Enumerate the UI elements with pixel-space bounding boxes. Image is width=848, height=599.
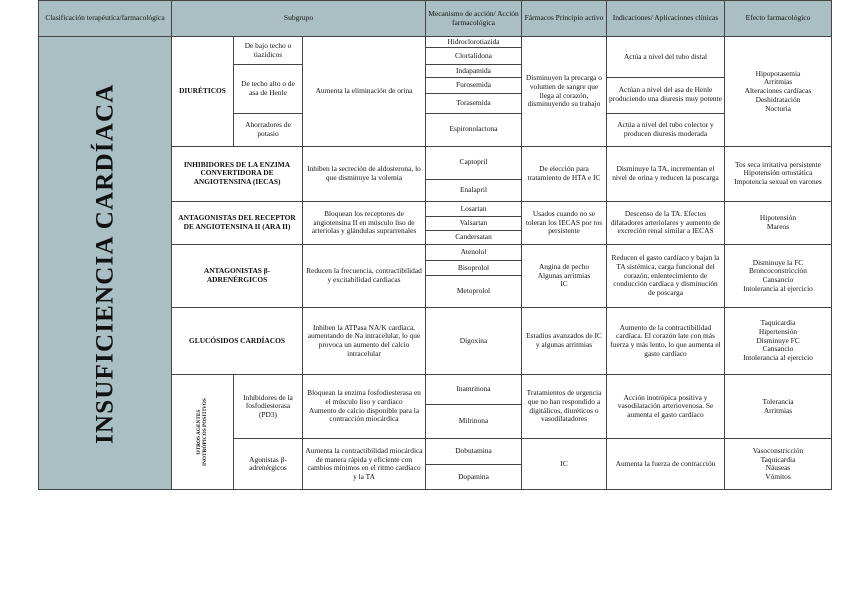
drug-cell: Valsartan: [426, 216, 522, 230]
ara2-mechanism: Bloquean los receptores de angiotensina II en músculo liso de arteriolas y glándulas suprarrenales: [303, 201, 426, 244]
diureticos-sub3: Ahorradores de potasio: [234, 113, 303, 146]
ara2-effect: Descenso de la TA. Efectos dilatadores arteriolares y aumento de excreción renal similar a IECAS: [607, 201, 725, 244]
drug-cell: Enalapril: [426, 179, 522, 201]
ieca-name: INHIBIDORES DE LA ENZIMA CONVERTIDORA DE ANGIOTENSINA (IECAS): [172, 146, 303, 201]
pharmacology-table-container: [38, 0, 832, 490]
beta-mechanism: Reducen la frecuencia, contractibilidad y excitabilidad cardiacas: [303, 244, 426, 307]
diureticos-name: DIURÉTICOS: [172, 37, 234, 146]
diureticos-toxicity: Hipopotasemia Arritmias Alteraciones cardíacas Deshidratación Nocturia: [725, 37, 832, 146]
beta-effect: Reducen el gasto cardíaco y bajan la TA sistémica, carga funcional del corazón, enlentecimiento de conducción cardíaca y disminución de poscarga: [607, 244, 725, 307]
pd3-name: Inhibidores de la fosfodiesterasa (PD3): [234, 375, 303, 439]
classification-cell: [39, 37, 172, 490]
diureticos-indications: Disminuyen la precarga o volumen de sangre que llega al corazón, disminuyendo su trabajo: [522, 37, 607, 146]
gluco-mechanism: Inhiben la ATPasa NA/K cardíaca, aumentando de Na intracelular, lo que provoca un aumento del calcio intracelular: [303, 308, 426, 375]
ieca-toxicity: Tos seca irritativa persistente Hipotensión ortostática Impotencia sexual en varones: [725, 146, 832, 201]
otros-label: [172, 375, 234, 490]
ieca-mechanism: Inhiben la secreción de aldosterona, lo que disminuye la volemia: [303, 146, 426, 201]
beta-agonist-mechanism: Aumenta la contractibilidad miocárdica de manera rápida y eficiente con cambios mínimos en el ritmo cardíaco y la TA: [303, 439, 426, 490]
drug-cell: Losartan: [426, 201, 522, 216]
ieca-effect: Disminuye la TA, incrementan el nivel de orina y reducen la poscarga: [607, 146, 725, 201]
beta-agonist-effect: Aumenta la fuerza de contracción: [607, 439, 725, 490]
gluco-name: GLUCÓSIDOS CARDÍACOS: [172, 308, 303, 375]
drug-cell: Furosemida: [426, 77, 522, 93]
beta-agonist-indications: IC: [522, 439, 607, 490]
header-subgroup: Subgrupo: [172, 1, 426, 37]
drug-cell: Hidroclorotiazida: [426, 37, 522, 48]
drug-cell: Candersatan: [426, 230, 522, 244]
otros-label-line2: INOTRÓPICOS POSITIVOS: [202, 398, 208, 467]
beta-toxicity: Disminuye la FC Broncoconstricción Cansancio Intolerancia al ejercicio: [725, 244, 832, 307]
gluco-toxicity: Taquicardia Hipertensión Disminuye FC Cansancio Intolerancia al ejercicio: [725, 308, 832, 375]
drug-cell: Indapamida: [426, 65, 522, 77]
gluco-indications: Estadios avanzados de IC y algunas arritmias: [522, 308, 607, 375]
drug-cell: Espironolactona: [426, 113, 522, 146]
beta-agonist-toxicity: Vasoconstricción Taquicardia Náuseas Vómitos: [725, 439, 832, 490]
pd3-toxicity: Tolerancia Arritmias: [725, 375, 832, 439]
diureticos-effect2: Actúan a nivel del asa de Henle produciendo una diuresis muy potente: [607, 77, 725, 113]
header-indications: Indicaciones/ Aplicaciones clínicas: [607, 1, 725, 37]
classification-label: INSUFICIENCIA CARDÍACA: [91, 83, 119, 444]
header-mechanism: Mecanismo de acción/ Acción farmacológica: [426, 1, 522, 37]
diureticos-effect3: Actúa a nivel del tubo colector y producen diuresis moderada: [607, 113, 725, 146]
ara2-indications: Usados cuando no se toleran los IECAS por tos persistente: [522, 201, 607, 244]
diureticos-mechanism: Aumenta la eliminación de orina: [303, 37, 426, 146]
drug-cell: Metoprolol: [426, 276, 522, 308]
header-row: [39, 1, 832, 37]
drug-cell: Atenolol: [426, 244, 522, 260]
drug-cell: Dobutamina: [426, 439, 522, 465]
pharmacology-table: [38, 0, 832, 490]
header-effect: Efecto farmacológico: [725, 1, 832, 37]
drug-cell: Captopril: [426, 146, 522, 179]
drug-cell: Bisoprolol: [426, 261, 522, 276]
pd3-effect: Acción inotrópica positiva y vasodilatación arteriovenosa. Se aumenta el gasto cardíaco: [607, 375, 725, 439]
ieca-indications: De elección para tratamiento de HTA e IC: [522, 146, 607, 201]
pd3-indications: Tratamientos de urgencia que no han respondido a digitálicos, diuréticos o vasodilatadores: [522, 375, 607, 439]
otros-label-line1: OTROS AGENTES: [195, 409, 202, 455]
beta-name: ANTAGONISTAS β-ADRENÉRGICOS: [172, 244, 303, 307]
drug-cell: Torasemida: [426, 93, 522, 113]
drug-cell: Dopamina: [426, 465, 522, 490]
ara2-toxicity: Hipotensión Mareos: [725, 201, 832, 244]
beta-indications: Angina de pecho Algunas arritmias IC: [522, 244, 607, 307]
drug-cell: Inamrinona: [426, 375, 522, 405]
diureticos-sub1: De bajo techo o tiazídicos: [234, 37, 303, 65]
diureticos-effect1: Actúa a nivel del tubo distal: [607, 37, 725, 77]
gluco-effect: Aumento de la contractibilidad cardíaca. El corazón late con más fuerza y más lento, lo que aumenta el gasto cardíaco: [607, 308, 725, 375]
beta-agonist-name: Agonistas β-adrenérgicos: [234, 439, 303, 490]
drug-cell: Milrinona: [426, 405, 522, 439]
header-classification: Clasificación terapéutica/farmacológica: [39, 1, 172, 37]
pd3-mechanism: Bloquean la enzima fosfodiesterasa en el músculo liso y cardíaco Aumento de calcio disponible para la contracción miocárdica: [303, 375, 426, 439]
diureticos-sub2: De techo alto o de asa de Henle: [234, 65, 303, 113]
drug-cell: Clortalidona: [426, 48, 522, 65]
table-row: [39, 37, 832, 48]
drug-cell: Digoxina: [426, 308, 522, 375]
ara2-name: ANTAGONISTAS DEL RECEPTOR DE ANGIOTENSINA II (ARA II): [172, 201, 303, 244]
header-drugs: Fármacos Principio activo: [522, 1, 607, 37]
